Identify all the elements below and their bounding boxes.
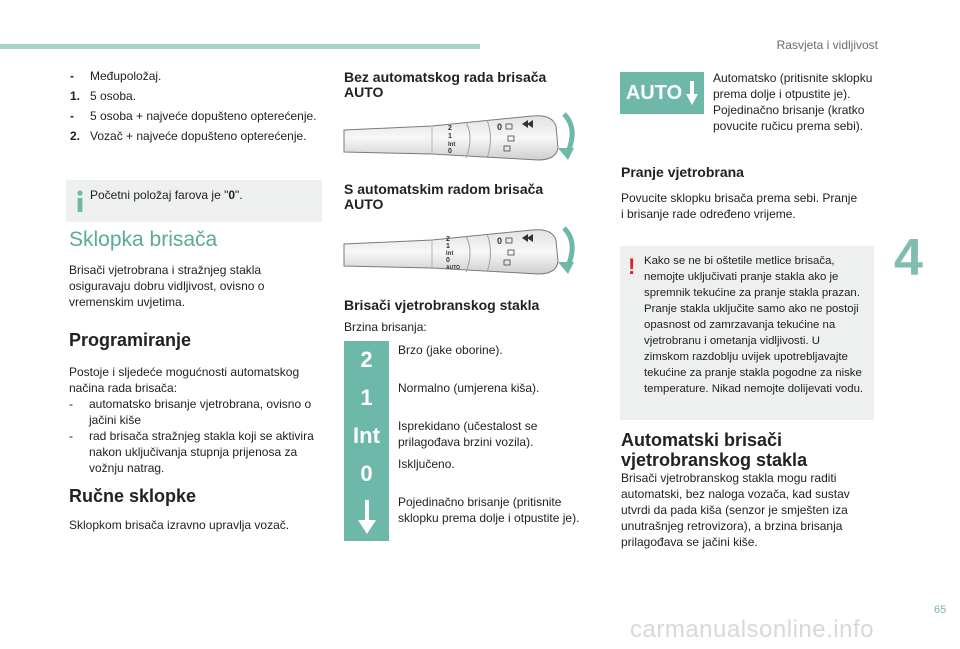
pranje-title: Pranje vjetrobrana bbox=[621, 164, 744, 180]
rucne-text: Sklopkom brisača izravno upravlja vozač. bbox=[69, 518, 290, 532]
info-text: Početni položaj farova je "0". bbox=[90, 188, 243, 202]
lever-zero: 0 bbox=[497, 236, 503, 246]
list-item: - rad brisača stražnjeg stakla koji se aktivira nakon uključivanja stupnja prijenosa za vožnju natrag. bbox=[69, 429, 314, 475]
warning-text: Kako se ne bi oštetile metlice brisača, nemojte uključivati pranje stakla ako je spremnik tekućine za pranje stakla prazan. Pranje stakla uključite samo ako ne postoji opasnost od zamrzavanja tekućine na vjetrobranu i ometanja vidljivosti. U zimskom razdoblju uvijek upotrebljavajte tekućine za pranje stakla pogodne za niske temperature. Nikad nemojte dolijevati vodu. bbox=[644, 255, 864, 395]
lever-mark: 1 bbox=[446, 243, 450, 250]
heading-wipers: Brisači vjetrobranskog stakla bbox=[344, 297, 540, 313]
lever-zero: 0 bbox=[497, 122, 503, 132]
page-number: 65 bbox=[934, 604, 947, 616]
arrow-down-icon bbox=[686, 81, 698, 105]
section-title: Rasvjeta i vidljivost bbox=[776, 38, 878, 52]
lever-mark: 0 bbox=[448, 148, 452, 155]
heading-without-auto: Bez automatskog rada brisača AUTO bbox=[344, 69, 547, 100]
list-item: 1. 5 osoba. bbox=[70, 89, 137, 103]
rucne-title: Ručne sklopke bbox=[69, 486, 197, 506]
watermark: carmanualsonline.info bbox=[630, 616, 874, 643]
position-text: Pojedinačno brisanje (pritisnite sklopku prema dolje i otpustite je). bbox=[398, 495, 580, 525]
badge-speed-2: 2 bbox=[344, 341, 389, 379]
header-accent-bar bbox=[0, 44, 480, 49]
lever-mark: 2 bbox=[446, 236, 450, 243]
heading-with-auto: S automatskim radom brisača AUTO bbox=[344, 181, 544, 212]
badge-off: 0 bbox=[344, 455, 389, 493]
auto-wipers-title: Automatski brisači vjetrobranskog stakla bbox=[621, 430, 808, 470]
position-text: Isprekidano (učestalost se prilagođava brzini vozila). bbox=[398, 419, 538, 449]
auto-text: Automatsko (pritisnite sklopku prema dolje i otpustite je). Pojedinačno brisanje (kratko povucite ručicu prema sebi). bbox=[713, 71, 873, 133]
auto-wipers-text: Brisači vjetrobranskog stakla mogu raditi automatski, bez naloga vozača, kad sustav utvrdi da pada kiša (senzor je smješten iza unutrašnjeg retrovizora), a brzina brisanja prilagođava se jačini kiše. bbox=[621, 471, 850, 549]
badge-auto: AUTO bbox=[620, 72, 704, 114]
position-text: Isključeno. bbox=[398, 457, 455, 471]
arrow-down-icon bbox=[358, 500, 376, 534]
warning-icon: ! bbox=[628, 254, 636, 279]
programiranje-text: Postoje i sljedeće mogućnosti automatskog načina rada brisača: - automatsko brisanje vjetrobrana, ovisno o jačini kiše - rad brisača stražnjeg stakla koji se aktivira nakon uključivanja stupnja prijenosa za vožnju natrag. bbox=[69, 364, 319, 476]
warning-note bbox=[620, 246, 874, 420]
sklopka-title: Sklopka brisača bbox=[69, 228, 218, 251]
badge-speed-1: 1 bbox=[344, 379, 389, 417]
list-item: 2. Vozač + najveće dopušteno opterećenje. bbox=[70, 129, 307, 143]
load-position-list bbox=[70, 66, 325, 146]
programiranje-title: Programiranje bbox=[69, 330, 192, 350]
wiper-lever-auto-illustration bbox=[342, 222, 587, 284]
badge-single-wipe bbox=[344, 493, 389, 541]
sklopka-text: Brisači vjetrobrana i stražnjeg stakla osiguravaju dobru vidljivost, ovisno o vremenskim uvjetima. bbox=[69, 263, 265, 309]
chapter-number: 4 bbox=[894, 229, 923, 287]
position-text: Normalno (umjerena kiša). bbox=[398, 381, 540, 395]
lever-mark: Int bbox=[448, 142, 456, 148]
list-item: - automatsko brisanje vjetrobrana, ovisno o jačini kiše bbox=[69, 397, 312, 427]
lever-mark: 1 bbox=[448, 133, 452, 140]
lever-mark: 2 bbox=[448, 125, 452, 132]
lever-mark: Int bbox=[446, 251, 454, 257]
list-item: - Međupoložaj. bbox=[70, 69, 162, 83]
info-icon bbox=[76, 190, 84, 212]
speed-label: Brzina brisanja: bbox=[344, 320, 427, 334]
lever-mark: 0 bbox=[446, 257, 450, 264]
lever-mark: AUTO bbox=[446, 265, 461, 271]
info-note bbox=[66, 180, 322, 222]
list-item: - 5 osoba + najveće dopušteno opterećenje. bbox=[70, 109, 317, 123]
pranje-text: Povucite sklopku brisača prema sebi. Pranje i brisanje rade određeno vrijeme. bbox=[621, 191, 858, 221]
badge-int: Int bbox=[344, 417, 389, 455]
position-text: Brzo (jake oborine). bbox=[398, 343, 503, 357]
wiper-lever-illustration bbox=[342, 108, 587, 170]
